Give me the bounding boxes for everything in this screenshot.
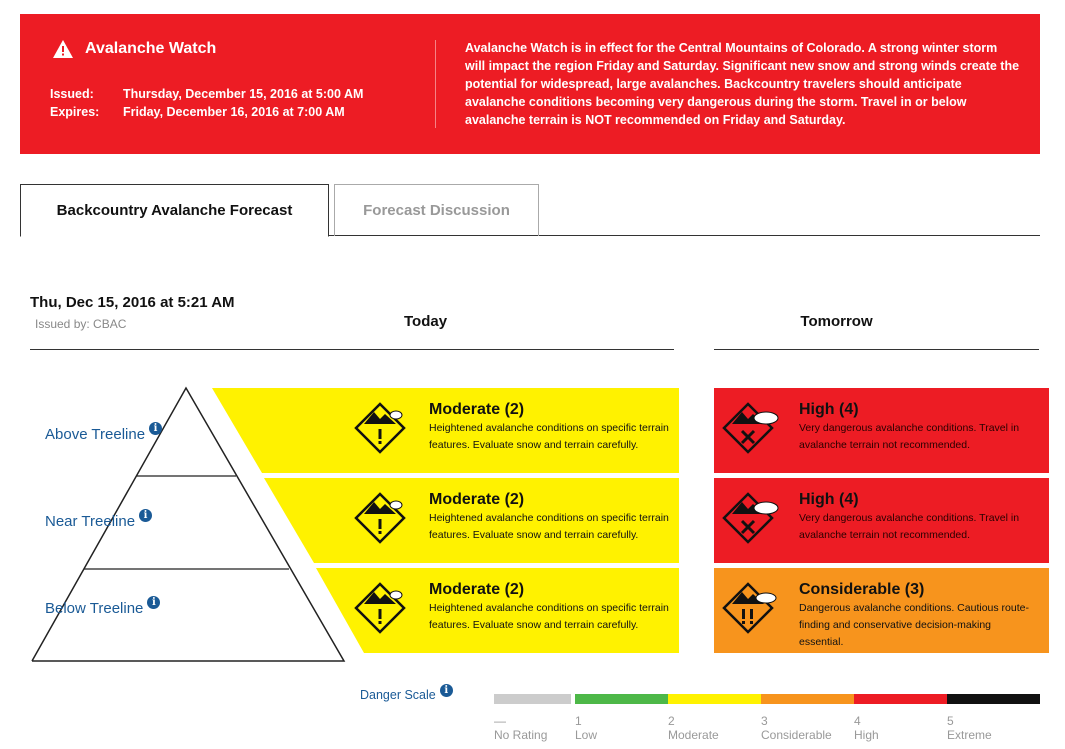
scale-bar-no-rating xyxy=(494,694,571,704)
tomorrow-above-treeline-rating xyxy=(714,388,1049,473)
scale-bar-considerable xyxy=(761,694,854,704)
scale-bar-moderate xyxy=(668,694,761,704)
forecast-issued-by: Issued by: CBAC xyxy=(35,317,127,331)
today-above-treeline-rating xyxy=(350,388,680,473)
warning-icon xyxy=(53,40,73,58)
moderate-danger-icon xyxy=(354,582,406,634)
moderate-danger-icon xyxy=(354,402,406,454)
scale-level-high: 4 High xyxy=(854,714,879,742)
issued-label: Issued: xyxy=(50,87,94,101)
rating-description: Heightened avalanche conditions on specific terrain features. Evaluate snow and terrain carefully. xyxy=(429,512,669,541)
tomorrow-heading: Tomorrow xyxy=(800,313,873,330)
label-below-treeline[interactable] xyxy=(45,597,160,617)
today-underline xyxy=(30,349,674,350)
alert-title-row xyxy=(53,40,216,58)
tomorrow-underline xyxy=(714,349,1039,350)
scale-bar-extreme xyxy=(947,694,1040,704)
rating-title: Moderate (2) xyxy=(429,581,525,598)
rating-title: Moderate (2) xyxy=(429,401,525,418)
forecast-tabs xyxy=(20,184,1040,236)
avalanche-watch-banner xyxy=(20,14,1040,154)
rating-title: Considerable (3) xyxy=(799,581,925,598)
above-treeline-text: Above Treeline xyxy=(45,426,146,443)
scale-level-no-rating: — No Rating xyxy=(494,714,548,742)
alert-description: Avalanche Watch is in effect for the Central Mountains of Colorado. A strong winter storm will impact the region Friday and Saturday. Significant new snow and strong winds create the potential for widespread, large avalanches. Backcountry travelers should anticipate avalanche conditions becoming very dangerous during the storm. Travel in or below avalanche terrain is NOT recommended on Friday and Saturday. xyxy=(465,41,1020,127)
today-below-treeline-rating xyxy=(350,568,680,653)
alert-divider xyxy=(435,40,436,128)
scale-level-considerable: 3 Considerable xyxy=(761,714,832,742)
rating-description: Dangerous avalanche conditions. Cautious route-finding and conservative decision-making essential. xyxy=(799,602,1029,648)
expires-value: Friday, December 16, 2016 at 7:00 AM xyxy=(123,105,345,119)
today-heading: Today xyxy=(404,313,448,330)
scale-level-moderate: 2 Moderate xyxy=(668,714,719,742)
moderate-danger-icon xyxy=(354,492,406,544)
high-danger-icon xyxy=(722,402,784,454)
expires-label: Expires: xyxy=(50,105,100,119)
near-treeline-text: Near Treeline xyxy=(45,513,136,530)
tab-backcountry-forecast[interactable]: Backcountry Avalanche Forecast xyxy=(20,184,329,237)
scale-level-extreme: 5 Extreme xyxy=(947,714,992,742)
high-danger-icon xyxy=(722,492,784,544)
danger-scale-text: Danger Scale xyxy=(360,688,436,702)
label-above-treeline[interactable] xyxy=(45,423,162,443)
info-icon[interactable]: i xyxy=(149,422,162,435)
alert-meta xyxy=(50,85,363,121)
tomorrow-near-treeline-rating xyxy=(714,478,1049,563)
forecast-date: Thu, Dec 15, 2016 at 5:21 AM xyxy=(30,294,235,311)
scale-bar-low xyxy=(575,694,668,704)
rating-title: High (4) xyxy=(799,401,859,418)
tomorrow-below-treeline-rating xyxy=(714,568,1049,653)
rating-description: Heightened avalanche conditions on specific terrain features. Evaluate snow and terrain carefully. xyxy=(429,422,669,451)
scale-level-low: 1 Low xyxy=(575,714,598,742)
rating-title: High (4) xyxy=(799,491,859,508)
info-icon[interactable]: i xyxy=(440,684,453,697)
rating-description: Heightened avalanche conditions on specific terrain features. Evaluate snow and terrain carefully. xyxy=(429,602,669,631)
scale-bar-high xyxy=(854,694,947,704)
issued-value: Thursday, December 15, 2016 at 5:00 AM xyxy=(123,87,364,101)
rating-description: Very dangerous avalanche conditions. Travel in avalanche terrain not recommended. xyxy=(799,422,1020,451)
below-treeline-text: Below Treeline xyxy=(45,600,144,617)
tab-forecast-discussion[interactable]: Forecast Discussion xyxy=(334,184,539,236)
label-near-treeline[interactable] xyxy=(45,510,152,530)
info-icon[interactable]: i xyxy=(147,596,160,609)
alert-title: Avalanche Watch xyxy=(85,40,217,57)
rating-title: Moderate (2) xyxy=(429,491,525,508)
considerable-danger-icon xyxy=(722,582,784,634)
info-icon[interactable]: i xyxy=(139,509,152,522)
rating-description: Very dangerous avalanche conditions. Travel in avalanche terrain not recommended. xyxy=(799,512,1020,541)
today-near-treeline-rating xyxy=(350,478,680,563)
danger-scale-label[interactable] xyxy=(360,685,453,702)
